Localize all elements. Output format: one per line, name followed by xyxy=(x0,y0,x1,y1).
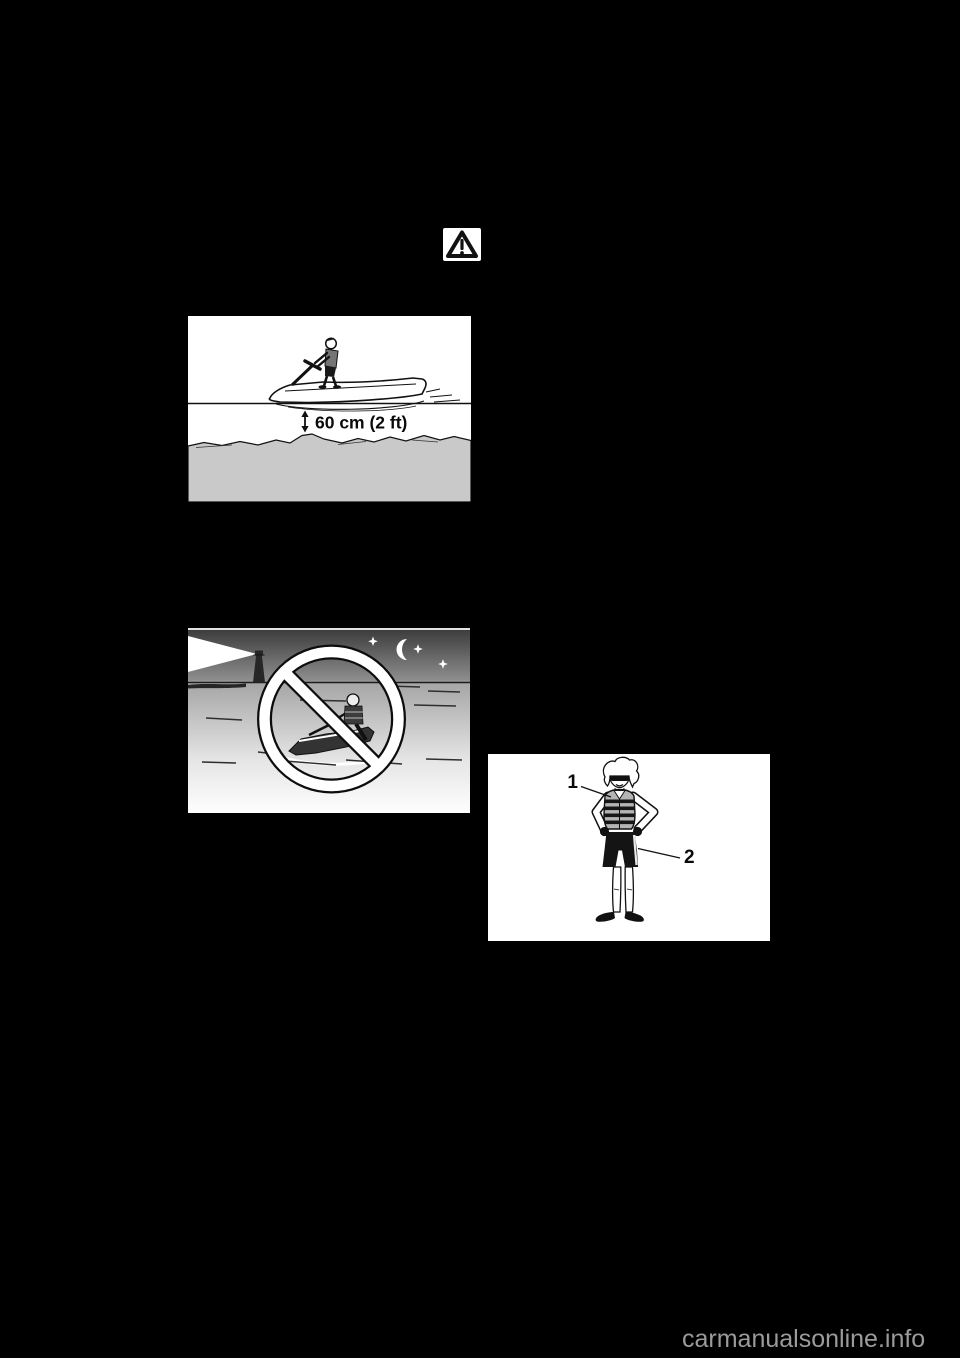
no-nighttime-operation-illustration xyxy=(188,628,470,813)
protective-equipment-illustration xyxy=(488,754,770,941)
callout-number-pfd: 1 xyxy=(567,772,578,793)
warning-triangle-icon xyxy=(443,228,481,261)
depth-label: 60 cm (2 ft) xyxy=(315,412,408,433)
callout-number-wetsuit: 2 xyxy=(684,847,695,868)
watermark-text: carmanualsonline.info xyxy=(682,1325,926,1353)
minimum-operating-depth-illustration xyxy=(188,316,471,502)
pfd-life-jacket xyxy=(604,790,635,830)
seabed xyxy=(188,434,471,502)
frame-edge xyxy=(188,628,470,630)
warning-triangle-glyph xyxy=(443,228,481,261)
sunglasses-icon xyxy=(610,776,629,782)
